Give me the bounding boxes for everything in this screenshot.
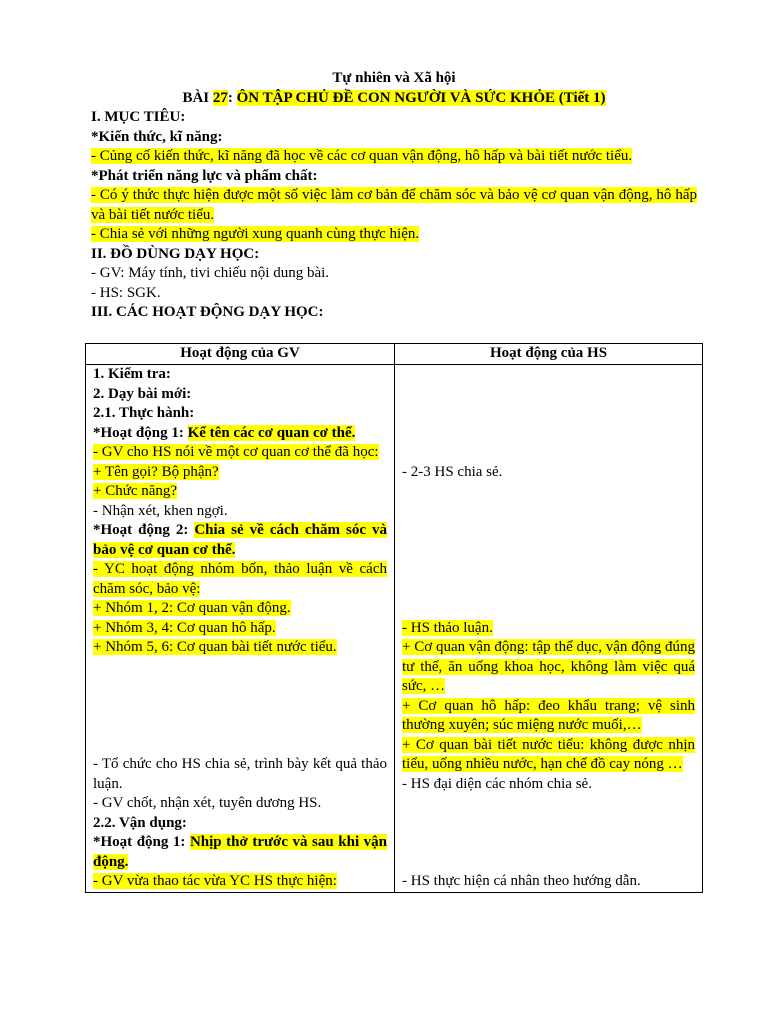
student-line: - HS thực hiện cá nhân theo hướng dẫn. [402,873,641,889]
knowledge-subheading: *Kiến thức, kĩ năng: [91,128,223,145]
section-activities-heading: III. CÁC HOẠT ĐỘNG DẠY HỌC: [91,304,324,320]
teacher-line: + Tên gọi? Bộ phận? [93,463,219,480]
objective-paragraph: - Chia sẻ với những người xung quanh cùng thực hiện. [91,226,420,242]
step-new-lesson: 2. Dạy bài mới: [93,385,192,402]
objective-paragraph: - Củng cố kiến thức, kĩ năng đã học về các cơ quan vận động, hô hấp và bài tiết nước tiểu. [91,148,633,164]
activity-1-heading: *Hoạt động 1: Kể tên các cơ quan cơ thể. [93,424,356,441]
lesson-title: BÀI 27: ÔN TẬP CHỦ ĐỀ CON NGƯỜI VÀ SỨC KHỎE (Tiết 1) [182,89,606,106]
header-student: Hoạt động của HS [395,344,703,365]
activity-3-heading: *Hoạt động 1: Nhịp thở trước và sau khi vận động. [93,834,387,870]
materials-teacher: - GV: Máy tính, tivi chiếu nội dung bài. [91,265,330,281]
section-objectives-heading: I. MỤC TIÊU: [91,109,186,125]
activities-table [85,343,703,893]
document-page [91,69,697,323]
student-line: + Cơ quan hô hấp: đeo khẩu trang; vệ sinh thường xuyên; súc miệng nước muối,… [402,697,695,733]
teacher-column [86,365,395,893]
student-line: - 2-3 HS chia sẻ. [402,463,503,480]
step-practice: 2.1. Thực hành: [93,405,195,421]
section-materials-heading: II. ĐỒ DÙNG DẠY HỌC: [91,245,260,262]
table-row [86,365,703,893]
step-apply: 2.2. Vận dụng: [93,814,187,831]
student-line: + Cơ quan bài tiết nước tiểu: không được nhịn tiểu, uống nhiều nước, hạn chế đồ cay nóng … [402,736,695,772]
activity-2-heading: *Hoạt động 2: Chia sẻ về cách chăm sóc và bảo vệ cơ quan cơ thể. [93,522,387,558]
student-line: - HS thảo luận. [402,619,493,636]
competency-subheading: *Phát triển năng lực và phẩm chất: [91,167,318,184]
teacher-line: - YC hoạt động nhóm bốn, thảo luận về cách chăm sóc, bảo vệ: [93,561,387,597]
teacher-line: + Nhóm 5, 6: Cơ quan bài tiết nước tiểu. [93,639,337,655]
teacher-line: - GV cho HS nói về một cơ quan cơ thể đã học: [93,444,379,460]
teacher-line: - Nhận xét, khen ngợi. [93,502,228,519]
header-teacher: Hoạt động của GV [86,344,395,365]
teacher-line: + Chức năng? [93,483,178,499]
step-check: 1. Kiểm tra: [93,366,171,382]
student-column [395,365,703,893]
materials-student: - HS: SGK. [91,284,161,301]
objective-paragraph: - Có ý thức thực hiện được một số việc làm cơ bản để chăm sóc và bảo vệ cơ quan vận động, hô hấp và bài tiết nước tiểu. [91,187,697,223]
student-line: - HS đại diện các nhóm chia sẻ. [402,775,592,792]
teacher-line: - GV chốt, nhận xét, tuyên dương HS. [93,795,322,811]
teacher-line: - Tổ chức cho HS chia sẻ, trình bày kết quả thảo luận. [93,756,387,792]
teacher-line: + Nhóm 3, 4: Cơ quan hô hấp. [93,619,276,636]
teacher-line: - GV vừa thao tác vừa YC HS thực hiện: [93,873,337,889]
subject-title: Tự nhiên và Xã hội [332,70,456,86]
teacher-line: + Nhóm 1, 2: Cơ quan vận động. [93,600,291,616]
student-line: + Cơ quan vận động: tập thể dục, vận động đúng tư thế, ăn uống khoa học, không làm việc quá sức, … [402,639,695,694]
table-header-row [86,344,703,365]
